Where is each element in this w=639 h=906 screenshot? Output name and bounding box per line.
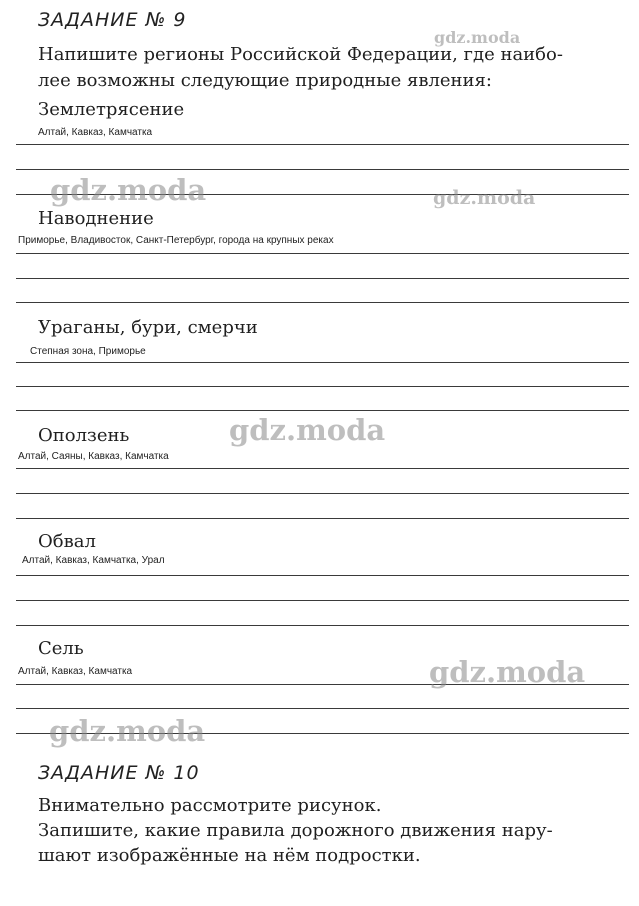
item-heading-rockfall: Обвал (38, 531, 96, 552)
answer-line (16, 708, 629, 709)
item-heading-earthquake: Землетрясение (38, 99, 185, 120)
answer-line (16, 169, 629, 170)
task9-instruction-line1: Напишите регионы Российской Федерации, где наибо- (38, 44, 563, 65)
item-answer-hurricanes: Степная зона, Приморье (30, 346, 146, 357)
watermark: gdz.moda (50, 173, 207, 207)
task9-title: ЗАДАНИЕ № 9 (38, 9, 187, 31)
item-heading-landslide: Оползень (38, 425, 130, 446)
answer-line (16, 410, 629, 411)
answer-line (16, 600, 629, 601)
item-answer-landslide: Алтай, Саяны, Кавказ, Камчатка (18, 451, 169, 462)
watermark: gdz.moda (429, 655, 586, 689)
answer-line (16, 493, 629, 494)
watermark: gdz.moda (433, 187, 536, 209)
answer-line (16, 253, 629, 254)
answer-line (16, 468, 629, 469)
task10-line1: Внимательно рассмотрите рисунок. (38, 795, 382, 816)
answer-line (16, 278, 629, 279)
item-answer-earthquake: Алтай, Кавказ, Камчатка (38, 127, 153, 138)
task9-instruction-line2: лее возможны следующие природные явления: (38, 70, 492, 91)
watermark: gdz.moda (49, 714, 206, 748)
answer-line (16, 144, 629, 145)
item-heading-flood: Наводнение (38, 208, 154, 229)
answer-line (16, 575, 629, 576)
item-heading-hurricanes: Ураганы, бури, смерчи (38, 317, 258, 338)
answer-line (16, 625, 629, 626)
answer-line (16, 518, 629, 519)
answer-line (16, 386, 629, 387)
item-answer-rockfall: Алтай, Кавказ, Камчатка, Урал (22, 555, 165, 566)
item-answer-mudflow: Алтай, Кавказ, Камчатка (18, 666, 133, 677)
watermark: gdz.moda (434, 28, 521, 47)
task10-title: ЗАДАНИЕ № 10 (38, 762, 200, 784)
task10-line2: Запишите, какие правила дорожного движения нару- (38, 820, 553, 841)
item-heading-mudflow: Сель (38, 638, 84, 659)
item-answer-flood: Приморье, Владивосток, Санкт-Петербург, города на крупных реках (18, 235, 334, 246)
answer-line (16, 302, 629, 303)
task10-line3: шают изображённые на нём подростки. (38, 845, 421, 866)
watermark: gdz.moda (229, 413, 386, 447)
answer-line (16, 362, 629, 363)
